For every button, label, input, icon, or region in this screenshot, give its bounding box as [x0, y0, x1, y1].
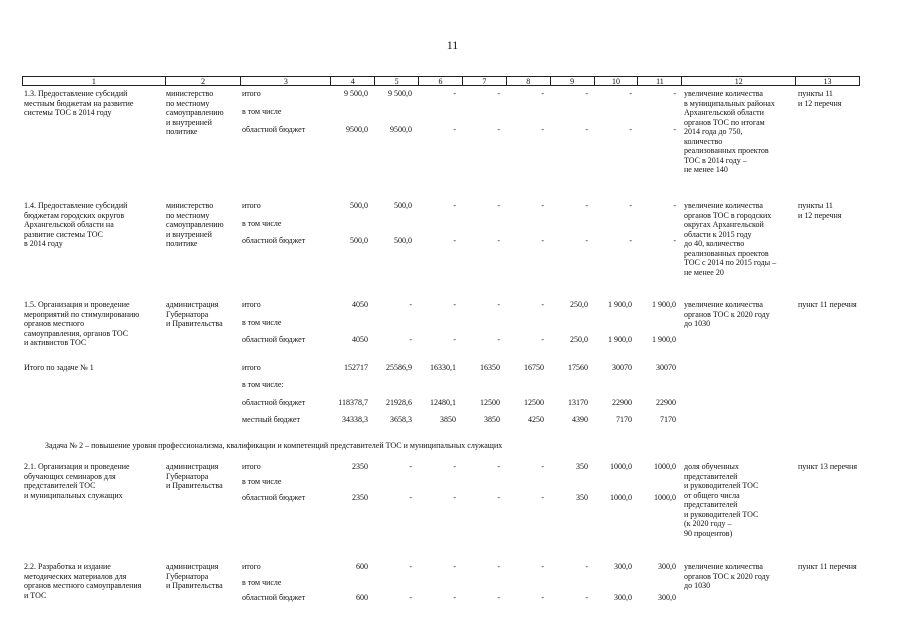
header-col-10: 10: [594, 77, 638, 85]
r13-itogo-col7: -: [497, 89, 500, 98]
r22-executor: администрация Губернатора и Правительства: [166, 562, 223, 590]
r21-ref: пункт 13 перечня: [798, 462, 858, 471]
r15-obl-col4: 4050: [352, 335, 368, 344]
r15-executor: администрация Губернатора и Правительства: [166, 300, 223, 328]
r15-itogo-col10: 1 900,0: [608, 300, 632, 309]
header-col-2: 2: [165, 77, 241, 85]
r14-itogo-col9: -: [585, 201, 588, 210]
r14-itogo-col11: -: [673, 201, 676, 210]
r14-executor: министерство по местному самоуправлению и внутренней политике: [166, 201, 224, 248]
r15-obl-col11: 1 900,0: [652, 335, 676, 344]
total1-mest-col6: 3850: [440, 415, 456, 424]
r13-obl-col11: -: [673, 125, 676, 134]
r21-result: доля обученных представителей и руководителей ТОС от общего числа представителей и руководителей ТОС (к 2020 году – 90 процентов): [684, 462, 759, 538]
r15-itogo-col7: -: [497, 300, 500, 309]
r14-obl-col6: -: [453, 236, 456, 245]
r15-itogo-col11: 1 900,0: [652, 300, 676, 309]
r21-obl-col10: 1000,0: [610, 493, 632, 502]
r21-itogo-col6: -: [453, 462, 456, 471]
r15-label-itogo: итого: [242, 300, 261, 309]
total1-itogo-col6: 16330,1: [430, 363, 456, 372]
r21-itogo-col10: 1000,0: [610, 462, 632, 471]
total1-itogo-col4: 152717: [344, 363, 368, 372]
total1-label-obl: областной бюджет: [242, 398, 306, 407]
header-col-7: 7: [462, 77, 506, 85]
r13-obl-col10: -: [629, 125, 632, 134]
header-col-11: 11: [637, 77, 681, 85]
r21-obl-col9: 350: [576, 493, 588, 502]
r22-label-itogo: итого: [242, 562, 261, 571]
total1-mest-col7: 3850: [484, 415, 500, 424]
total1-name: Итого по задаче № 1: [24, 363, 94, 372]
r21-obl-col8: -: [541, 493, 544, 502]
r21-itogo-col7: -: [497, 462, 500, 471]
r13-obl-col5: 9500,0: [390, 125, 412, 134]
total1-itogo-col9: 17560: [568, 363, 588, 372]
r13-obl-col7: -: [497, 125, 500, 134]
r14-ref: пункты 11 и 12 перечня: [798, 201, 842, 220]
r13-itogo-col9: -: [585, 89, 588, 98]
header-col-9: 9: [550, 77, 594, 85]
r21-obl-col6: -: [453, 493, 456, 502]
r13-itogo-col8: -: [541, 89, 544, 98]
total1-obl-col4: 118378,7: [338, 398, 368, 407]
r21-label-obl: областной бюджет: [242, 493, 306, 502]
r14-itogo-col5: 500,0: [394, 201, 412, 210]
r13-itogo-col4: 9 500,0: [344, 89, 368, 98]
r22-itogo-col11: 300,0: [658, 562, 676, 571]
r14-itogo-col6: -: [453, 201, 456, 210]
r14-obl-col10: -: [629, 236, 632, 245]
r21-name: 2.1. Организация и проведение обучающих семинаров для представителей ТОС и муниципальных служащих: [24, 462, 130, 500]
r13-executor: министерство по местному самоуправлению и внутренней политике: [166, 89, 224, 136]
r22-label-obl: областной бюджет: [242, 593, 306, 602]
total1-mest-col10: 7170: [616, 415, 632, 424]
r13-label-incl: в том числе: [242, 107, 282, 116]
total1-itogo-col11: 30070: [656, 363, 676, 372]
total1-obl-col6: 12480,1: [430, 398, 456, 407]
r21-itogo-col11: 1000,0: [654, 462, 676, 471]
r21-obl-col11: 1000,0: [654, 493, 676, 502]
total1-obl-col7: 12500: [480, 398, 500, 407]
total1-mest-col8: 4250: [528, 415, 544, 424]
r22-itogo-col9: -: [585, 562, 588, 571]
r22-ref: пункт 11 перечня: [798, 562, 857, 571]
total1-mest-col9: 4390: [572, 415, 588, 424]
r15-name: 1.5. Организация и проведение мероприятий по стимулированию органов местного самоуправления, органов ТОС и активистов ТОС: [24, 300, 140, 347]
r22-result: увеличение количества органов ТОС к 2020 году до 1030: [684, 562, 770, 590]
r14-itogo-col4: 500,0: [350, 201, 368, 210]
r21-obl-col4: 2350: [352, 493, 368, 502]
header-col-8: 8: [506, 77, 550, 85]
r22-itogo-col10: 300,0: [614, 562, 632, 571]
total1-itogo-col10: 30070: [612, 363, 632, 372]
r22-obl-col11: 300,0: [658, 593, 676, 602]
r21-label-itogo: итого: [242, 462, 261, 471]
r22-obl-col8: -: [541, 593, 544, 602]
r22-name: 2.2. Разработка и издание методических материалов для органов местного самоуправления и ТОС: [24, 562, 142, 600]
r22-itogo-col6: -: [453, 562, 456, 571]
r13-name: 1.3. Предоставление субсидий местным бюджетам на развитие системы ТОС в 2014 году: [24, 89, 134, 117]
r22-obl-col6: -: [453, 593, 456, 602]
r14-obl-col4: 500,0: [350, 236, 368, 245]
r15-obl-col10: 1 900,0: [608, 335, 632, 344]
r15-itogo-col6: -: [453, 300, 456, 309]
table-header: [22, 76, 860, 86]
r14-label-itogo: итого: [242, 201, 261, 210]
total1-obl-col11: 22900: [656, 398, 676, 407]
r14-itogo-col10: -: [629, 201, 632, 210]
r14-itogo-col8: -: [541, 201, 544, 210]
r21-itogo-col4: 2350: [352, 462, 368, 471]
r21-obl-col5: -: [409, 493, 412, 502]
r21-itogo-col8: -: [541, 462, 544, 471]
r14-name: 1.4. Предоставление субсидий бюджетам городских округов Архангельской области на развитие системы ТОС в 2014 году: [24, 201, 128, 248]
r14-obl-col11: -: [673, 236, 676, 245]
r13-label-obl: областной бюджет: [242, 125, 306, 134]
r21-executor: администрация Губернатора и Правительства: [166, 462, 223, 490]
r15-itogo-col8: -: [541, 300, 544, 309]
r15-ref: пункт 11 перечня: [798, 300, 857, 309]
r15-obl-col7: -: [497, 335, 500, 344]
total1-obl-col8: 12500: [524, 398, 544, 407]
r22-obl-col5: -: [409, 593, 412, 602]
r22-itogo-col4: 600: [356, 562, 368, 571]
r13-obl-col9: -: [585, 125, 588, 134]
r14-label-incl: в том числе: [242, 219, 282, 228]
r13-itogo-col5: 9 500,0: [388, 89, 412, 98]
header-col-12: 12: [681, 77, 795, 85]
r13-ref: пункты 11 и 12 перечня: [798, 89, 842, 108]
r15-label-incl: в том числе: [242, 318, 282, 327]
r13-label-itogo: итого: [242, 89, 261, 98]
header-col-5: 5: [374, 77, 418, 85]
header-col-3: 3: [240, 77, 330, 85]
r14-obl-col9: -: [585, 236, 588, 245]
r15-obl-col9: 250,0: [570, 335, 588, 344]
r15-itogo-col4: 4050: [352, 300, 368, 309]
r21-obl-col7: -: [497, 493, 500, 502]
r22-itogo-col7: -: [497, 562, 500, 571]
r15-obl-col6: -: [453, 335, 456, 344]
r15-label-obl: областной бюджет: [242, 335, 306, 344]
r22-obl-col7: -: [497, 593, 500, 602]
header-col-6: 6: [418, 77, 462, 85]
r14-obl-col5: 500,0: [394, 236, 412, 245]
r22-obl-col4: 600: [356, 593, 368, 602]
total1-mest-col4: 34338,3: [342, 415, 368, 424]
total1-obl-col5: 21928,6: [386, 398, 412, 407]
r21-label-incl: в том числе: [242, 477, 282, 486]
r15-itogo-col5: -: [409, 300, 412, 309]
header-col-4: 4: [330, 77, 374, 85]
r14-label-obl: областной бюджет: [242, 236, 306, 245]
r22-label-incl: в том числе: [242, 578, 282, 587]
total1-mest-col5: 3658,3: [390, 415, 412, 424]
r22-itogo-col8: -: [541, 562, 544, 571]
r15-obl-col8: -: [541, 335, 544, 344]
header-col-13: 13: [795, 77, 859, 85]
r13-obl-col6: -: [453, 125, 456, 134]
page-number: 11: [446, 38, 459, 52]
r21-itogo-col9: 350: [576, 462, 588, 471]
r13-itogo-col11: -: [673, 89, 676, 98]
total1-mest-col11: 7170: [660, 415, 676, 424]
r13-obl-col8: -: [541, 125, 544, 134]
total1-obl-col10: 22900: [612, 398, 632, 407]
r22-obl-col9: -: [585, 593, 588, 602]
r14-result: увеличение количества органов ТОС в городских округах Архангельской области к 2015 году до 40, количество реализованных проектов ТОС с 2014 по 2015 годы – не менее 20: [684, 201, 777, 277]
r15-itogo-col9: 250,0: [570, 300, 588, 309]
r15-obl-col5: -: [409, 335, 412, 344]
total1-label-itogo: итого: [242, 363, 261, 372]
r21-itogo-col5: -: [409, 462, 412, 471]
total1-obl-col9: 13170: [568, 398, 588, 407]
total1-itogo-col7: 16350: [480, 363, 500, 372]
r14-obl-col8: -: [541, 236, 544, 245]
r14-obl-col7: -: [497, 236, 500, 245]
r14-itogo-col7: -: [497, 201, 500, 210]
total1-label-mest: местный бюджет: [242, 415, 300, 424]
r13-obl-col4: 9500,0: [346, 125, 368, 134]
total1-itogo-col8: 16750: [524, 363, 544, 372]
r22-obl-col10: 300,0: [614, 593, 632, 602]
task-2-heading: Задача № 2 – повышение уровня профессионализма, квалификации и компетенций представителей ТОС и муниципальных служащих: [45, 441, 503, 450]
header-col-1: 1: [91, 77, 96, 86]
r13-result: увеличение количества в муниципальных районах Архангельской области органов ТОС по итогам 2014 года до 750, количество реализованных проектов ТОС в 2014 году – не менее 140: [684, 89, 775, 174]
total1-label-incl: в том числе:: [242, 380, 284, 389]
total1-itogo-col5: 25586,9: [386, 363, 412, 372]
r13-itogo-col10: -: [629, 89, 632, 98]
r22-itogo-col5: -: [409, 562, 412, 571]
r15-result: увеличение количества органов ТОС к 2020 году до 1030: [684, 300, 770, 328]
r13-itogo-col6: -: [453, 89, 456, 98]
